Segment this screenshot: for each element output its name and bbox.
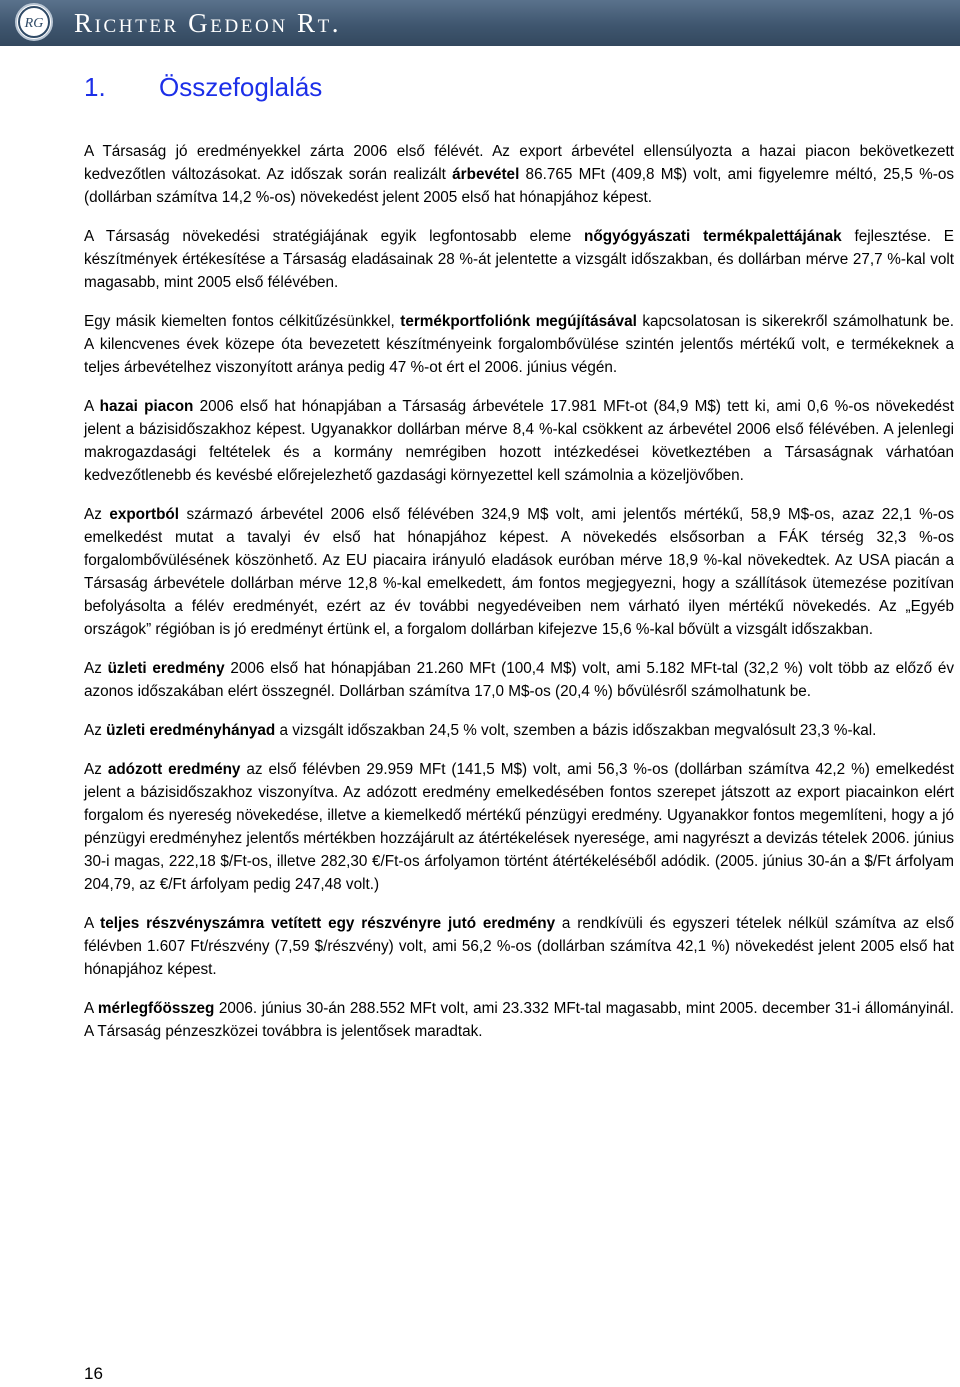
paragraph — [84, 225, 954, 294]
paragraph-text: A Társaság növekedési stratégiájának egyik legfontosabb eleme — [84, 228, 585, 245]
bold-term: hazai piacon — [99, 398, 194, 415]
paragraph-text: az első félévben 29.959 MFt (141,5 M$) volt, ami 56,3 %-os (dollárban számítva 42,2 %) emelkedést jelent a bázisidőszakhoz viszonyítva. Az adózott eredmény emelkedésében fontos szerepet játszott az export piacainkon elért forgalom és nyereség növekedése, illetve a kiemelkedő mértékű pénzügyi eredmény. Ugyanakkor fontos megemlíteni, hogy a jó pénzügyi eredményhez jelentős mértékben hozzájárult az átértékelések nyeresége, ami nagyrészt a devizás tételek 2006. június 30-i magas, 222,18 $/Ft-os, illetve 282,30 €/Ft-os árfolyamon történt átértékeléséből adódik. (2005. június 30-án a $/Ft árfolyam 204,79, az €/Ft árfolyam pedig 247,48 volt.) — [84, 761, 954, 893]
paragraph-text: származó árbevétel 2006 első félévében 324,9 M$ volt, ami jelentős mértékű, 58,9 M$-os, azaz 22,1 %-os emelkedést mutat a tavalyi év első hat hónapjához képest. A növekedés elsősorban a FÁK térség 32,3 %-os forgalombővülésének köszönhető. Az EU piacaira irányuló eladások euróban mérve 18,9 %-kal növekedtek. Az USA piacán a Társaság árbevétele dollárban mérve 12,8 %-kal emelkedett, ám fontos megjegyezni, hogy a szállítások ütemezése pozitívan befolyásolta a félév eredményét, ezért az év további negyedéveiben nem várható ilyen mértékű növekedés. Az „Egyéb országok” régióban is jó eredményt értünk el, a forgalom dollárban kifejezve 15,6 %-kal bővült a vizsgált időszakban. — [84, 506, 954, 638]
paragraph-text: 2006 első hat hónapjában 21.260 MFt (100,4 M$) volt, ami 5.182 MFt-tal (32,2 %) volt több az előző év azonos időszakában elért összegnél. Dollárban számítva 17,0 M$-os (20,4 %) bővülésről számolhatunk be. — [84, 660, 955, 700]
paragraph-text: Az — [84, 506, 110, 523]
bold-term: termékportfoliónk megújításával — [400, 313, 637, 330]
paragraph — [84, 912, 954, 981]
bold-term: üzleti eredmény — [107, 660, 225, 677]
bold-term: teljes részvényszámra vetített egy részvényre jutó eredmény — [100, 915, 556, 932]
bold-term: nőgyógyászati termékpalettájának — [584, 228, 842, 245]
paragraph — [84, 758, 954, 896]
page-number: 16 — [84, 1364, 103, 1383]
section-title-text: Összefoglalás — [159, 72, 323, 102]
company-logo-icon — [15, 3, 53, 41]
bold-term: mérlegfőösszeg — [97, 1000, 215, 1017]
paragraph-text: 2006. június 30-án 288.552 MFt volt, ami 23.332 MFt-tal magasabb, mint 2005. december 31-i állományinál. A Társaság pénzeszközei továbbra is jelentősek maradtak. — [84, 1000, 955, 1040]
paragraph-text: A — [84, 1000, 98, 1017]
bold-term: üzleti eredményhányad — [106, 722, 276, 739]
paragraph — [84, 997, 954, 1043]
bold-term: exportból — [109, 506, 180, 523]
body-text — [84, 140, 954, 1059]
paragraph-text: Az — [84, 722, 107, 739]
paragraph-text: A — [84, 398, 100, 415]
section-title — [84, 72, 322, 103]
paragraph — [84, 140, 954, 209]
paragraph-text: a vizsgált időszakban 24,5 % volt, szemben a bázis időszakban megvalósult 23,3 %-kal. — [275, 722, 877, 739]
paragraph-text: fejlesztése. E készítmények értékesítése a Társaság eladásainak 28 %-át jelentette a vizsgált időszakban, és dollárban mérve 27,7 %-kal volt magasabb, mint 2005 első félévében. — [84, 228, 954, 291]
paragraph — [84, 395, 954, 487]
bold-term: adózott eredmény — [107, 761, 241, 778]
paragraph-text: 86.765 MFt (409,8 M$) volt, ami figyelemre méltó, 25,5 %-os (dollárban számítva 14,2 %-os) növekedést jelent 2005 első hat hónapjához képest. — [84, 166, 954, 206]
paragraph — [84, 719, 954, 742]
paragraph-text: kapcsolatosan is sikerekről számolhatunk be. A kilencvenes évek közepe óta bevezetett készítményeink forgalombővülése szintén jelentős mértékű volt, e termékeknek a teljes árbevételhez viszonyított aránya pedig 47 %-ot ért el 2006. június végén. — [84, 313, 954, 376]
paragraph-text: Az — [84, 761, 108, 778]
paragraph — [84, 310, 954, 379]
company-name: Richter Gedeon Rt. — [74, 8, 342, 38]
paragraph-text: 2006 első hat hónapjában a Társaság árbevétele 17.981 MFt-ot (84,9 M$) tett ki, ami 0,6 %-os növekedést jelent a bázisidőszakhoz képest. Ugyanakkor dollárban mérve 8,4 %-kal csökkent az árbevétel 2006 első félévében. A jelenlegi makrogazdasági feltételek és a kormány nemrégiben hozott intézkedései következtében a Társaságnak várhatóan kedvezőtlenebb és kevésbé előrejelezhető gazdasági környezettel kell számolnia a közeljövőben. — [84, 398, 954, 484]
paragraph — [84, 657, 954, 703]
paragraph-text: Egy másik kiemelten fontos célkitűzésünkkel, — [84, 313, 401, 330]
paragraph-text: A Társaság jó eredményekkel zárta 2006 első félévét. Az export árbevétel ellensúlyozta a hazai piacon bekövetkezett kedvezőtlen változásokat. Az időszak során realizált — [84, 143, 954, 183]
paragraph-text: Az — [84, 660, 108, 677]
paragraph-text: A — [84, 915, 101, 932]
section-number: 1. — [84, 72, 106, 102]
paragraph — [84, 503, 954, 641]
header-band — [0, 0, 960, 46]
svg-text:RG: RG — [24, 16, 44, 31]
paragraph-text: a rendkívüli és egyszeri tételek nélkül számítva az első félévben 1.607 Ft/részvény (7,59 $/részvény) volt, ami 56,2 %-os (dollárban számítva 42,1 %) növekedést jelent 2005 első hat hónapjához képest. — [84, 915, 954, 978]
bold-term: árbevétel — [452, 166, 520, 183]
